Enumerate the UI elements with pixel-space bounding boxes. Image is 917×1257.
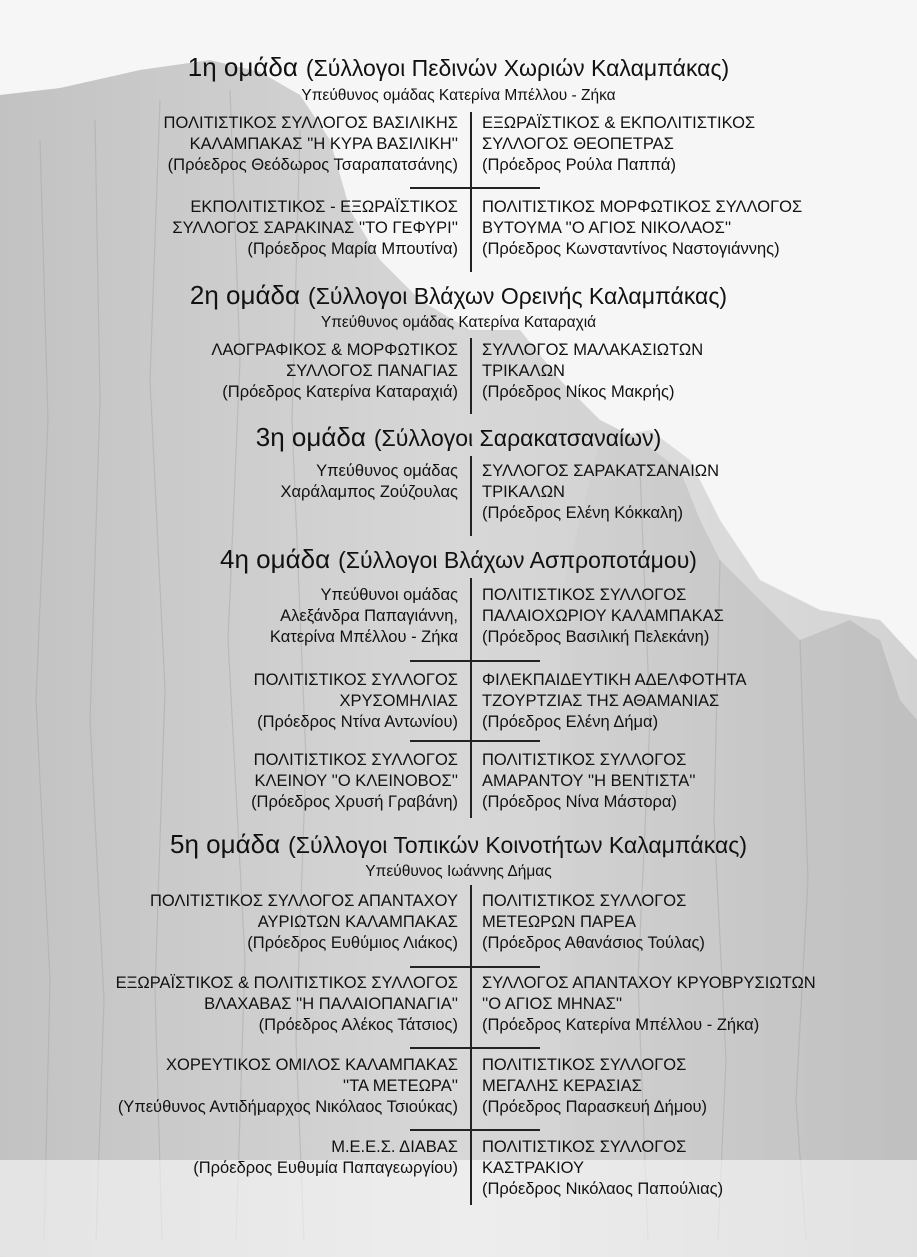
- group-2-number: 2η ομάδα: [189, 280, 301, 310]
- group-5-row-3-right: ΠΟΛΙΤΙΣΤΙΚΟΣ ΣΥΛΛΟΓΟΣ ΜΕΓΑΛΗΣ ΚΕΡΑΣΙΑΣ (Πρόεδρος Παρασκευή Δήμου): [482, 1056, 708, 1116]
- group-2-row-1-left: ΛΑΟΓΡΑΦΙΚΟΣ & ΜΟΡΦΩΤΙΚΟΣ ΣΥΛΛΟΓΟΣ ΠΑΝΑΓΙΑΣ (Πρόεδρος Κατερίνα Καταραχιά): [211, 341, 458, 401]
- group-3-title: [0, 422, 917, 453]
- group-3-leader: Υπεύθυνος ομάδας Χαράλαμπος Ζούζουλας: [280, 462, 458, 501]
- group-2-leader: Υπεύθυνος ομάδας Κατερίνα Καταραχιά: [320, 314, 597, 331]
- group-5-divider: [470, 885, 472, 1205]
- group-3-number: 3η ομάδα: [255, 422, 366, 452]
- group-5-subtitle: (Σύλλογοι Τοπικών Κοινοτήτων Καλαμπάκας): [288, 832, 747, 858]
- group-5-row-2-left: ΕΞΩΡΑΪΣΤΙΚΟΣ & ΠΟΛΙΤΙΣΤΙΚΟΣ ΣΥΛΛΟΓΟΣ ΒΛΑΧΑΒΑΣ ''Η ΠΑΛΑΙΟΠΑΝΑΓΙΑ'' (Πρόεδρος Αλέκος Τάτσιος): [115, 974, 458, 1034]
- group-4-divider: [470, 578, 472, 818]
- group-5-row-4-left: Μ.Ε.Ε.Σ. ΔΙΑΒΑΣ (Πρόεδρος Ευθυμία Παπαγεωργίου): [193, 1138, 458, 1177]
- group-5-row-1-right: ΠΟΛΙΤΙΣΤΙΚΟΣ ΣΥΛΛΟΓΟΣ ΜΕΤΕΩΡΩΝ ΠΑΡΕΑ (Πρόεδρος Αθανάσιος Τούλας): [482, 892, 705, 952]
- group-4-leader: Υπεύθυνοι ομάδας Αλεξάνδρα Παπαγιάννη, Κατερίνα Μπέλλου - Ζήκα: [269, 586, 458, 646]
- group-3-row-1-right: ΣΥΛΛΟΓΟΣ ΣΑΡΑΚΑΤΣΑΝΑΙΩΝ ΤΡΙΚΑΛΩΝ (Πρόεδρος Ελένη Κόκκαλη): [482, 462, 720, 522]
- group-5-row-4-right: ΠΟΛΙΤΙΣΤΙΚΟΣ ΣΥΛΛΟΓΟΣ ΚΑΣΤΡΑΚΙΟΥ (Πρόεδρος Νικόλαος Παπούλιας): [482, 1138, 724, 1198]
- group-1-row-1-right: ΕΞΩΡΑΪΣΤΙΚΟΣ & ΕΚΠΟΛΙΤΙΣΤΙΚΟΣ ΣΥΛΛΟΓΟΣ ΘΕΟΠΕΤΡΑΣ (Πρόεδρος Ρούλα Παππά): [482, 114, 756, 174]
- group-4-row-2-right: ΦΙΛΕΚΠΑΙΔΕΥΤΙΚΗ ΑΔΕΛΦΟΤΗΤΑ ΤΖΟΥΡΤΖΙΑΣ ΤΗΣ ΑΘΑΜΑΝΙΑΣ (Πρόεδρος Ελένη Δήμα): [482, 671, 747, 731]
- group-5-row-3-left: ΧΟΡΕΥΤΙΚΟΣ ΟΜΙΛΟΣ ΚΑΛΑΜΠΑΚΑΣ ''ΤΑ ΜΕΤΕΩΡΑ'' (Υπεύθυνος Αντιδήμαρχος Νικόλαος Τσιούκας): [117, 1056, 458, 1116]
- group-5-leader: Υπεύθυνος Ιωάννης Δήμας: [365, 863, 552, 880]
- group-1-row-separator: [410, 187, 540, 189]
- group-1-divider: [470, 112, 472, 272]
- group-2-title: [0, 280, 917, 311]
- group-4-row-3-left: ΠΟΛΙΤΙΣΤΙΚΟΣ ΣΥΛΛΟΓΟΣ ΚΛΕΙΝΟΥ ''Ο ΚΛΕΙΝΟΒΟΣ'' (Πρόεδρος Χρυσή Γραβάνη): [251, 751, 458, 811]
- group-1-number: 1η ομάδα: [187, 52, 298, 82]
- group-1-title: [0, 52, 917, 83]
- group-4-row-separator-1: [410, 660, 540, 662]
- group-1-row-1-left: ΠΟΛΙΤΙΣΤΙΚΟΣ ΣΥΛΛΟΓΟΣ ΒΑΣΙΛΙΚΗΣ ΚΑΛΑΜΠΑΚΑΣ ''Η ΚΥΡΑ ΒΑΣΙΛΙΚΗ'' (Πρόεδρος Θεόδωρος Τσαραπατσάνης): [163, 114, 458, 174]
- group-4-row-separator-2: [410, 740, 540, 742]
- group-1-row-2-left: ΕΚΠΟΛΙΤΙΣΤΙΚΟΣ - ΕΞΩΡΑΪΣΤΙΚΟΣ ΣΥΛΛΟΓΟΣ ΣΑΡΑΚΙΝΑΣ ''ΤΟ ΓΕΦΥΡΙ'' (Πρόεδρος Μαρία Μπουτίνα): [172, 198, 458, 258]
- group-2-row-1-right: ΣΥΛΛΟΓΟΣ ΜΑΛΑΚΑΣΙΩΤΩΝ ΤΡΙΚΑΛΩΝ (Πρόεδρος Νίκος Μακρής): [482, 341, 704, 401]
- group-3-subtitle: (Σύλλογοι Σαρακατσαναίων): [373, 425, 662, 451]
- group-4-row-2-left: ΠΟΛΙΤΙΣΤΙΚΟΣ ΣΥΛΛΟΓΟΣ ΧΡΥΣΟΜΗΛΙΑΣ (Πρόεδρος Ντίνα Αντωνίου): [253, 671, 458, 731]
- group-4-subtitle: (Σύλλογοι Βλάχων Ασπροποτάμου): [338, 547, 697, 573]
- group-1-leader: Υπεύθυνος ομάδας Κατερίνα Μπέλλου - Ζήκα: [301, 87, 616, 104]
- group-2-subtitle: (Σύλλογοι Βλάχων Ορεινής Καλαμπάκας): [308, 283, 728, 309]
- group-5-number: 5η ομάδα: [169, 829, 281, 859]
- group-2-divider: [470, 338, 472, 414]
- group-5-title: [0, 829, 917, 860]
- group-5-row-separator-1: [410, 966, 540, 968]
- group-4-number: 4η ομάδα: [220, 544, 331, 574]
- group-4-row-1-right: ΠΟΛΙΤΙΣΤΙΚΟΣ ΣΥΛΛΟΓΟΣ ΠΑΛΑΙΟΧΩΡΙΟΥ ΚΑΛΑΜΠΑΚΑΣ (Πρόεδρος Βασιλική Πελεκάνη): [482, 586, 724, 646]
- group-3-divider: [470, 456, 472, 536]
- group-1-row-2-right: ΠΟΛΙΤΙΣΤΙΚΟΣ ΜΟΡΦΩΤΙΚΟΣ ΣΥΛΛΟΓΟΣ ΒΥΤΟΥΜΑ ''Ο ΑΓΙΟΣ ΝΙΚΟΛΑΟΣ'' (Πρόεδρος Κωνσταντίνος Ναστογιάννης): [482, 198, 803, 258]
- group-5-row-separator-2: [410, 1047, 540, 1049]
- group-1-subtitle: (Σύλλογοι Πεδινών Χωριών Καλαμπάκας): [305, 55, 730, 81]
- group-5-row-separator-3: [410, 1129, 540, 1131]
- group-4-row-3-right: ΠΟΛΙΤΙΣΤΙΚΟΣ ΣΥΛΛΟΓΟΣ ΑΜΑΡΑΝΤΟΥ ''Η ΒΕΝΤΙΣΤΑ'' (Πρόεδρος Νίνα Μάστορα): [482, 751, 696, 811]
- group-4-title: [0, 544, 917, 575]
- group-5-row-1-left: ΠΟΛΙΤΙΣΤΙΚΟΣ ΣΥΛΛΟΓΟΣ ΑΠΑΝΤΑΧΟΥ ΑΥΡΙΩΤΩΝ ΚΑΛΑΜΠΑΚΑΣ (Πρόεδρος Ευθύμιος Λιάκος): [149, 892, 458, 952]
- group-5-row-2-right: ΣΥΛΛΟΓΟΣ ΑΠΑΝΤΑΧΟΥ ΚΡΥΟΒΡΥΣΙΩΤΩΝ ''Ο ΑΓΙΟΣ ΜΗΝΑΣ'' (Πρόεδρος Κατερίνα Μπέλλου - Ζήκα): [482, 974, 816, 1034]
